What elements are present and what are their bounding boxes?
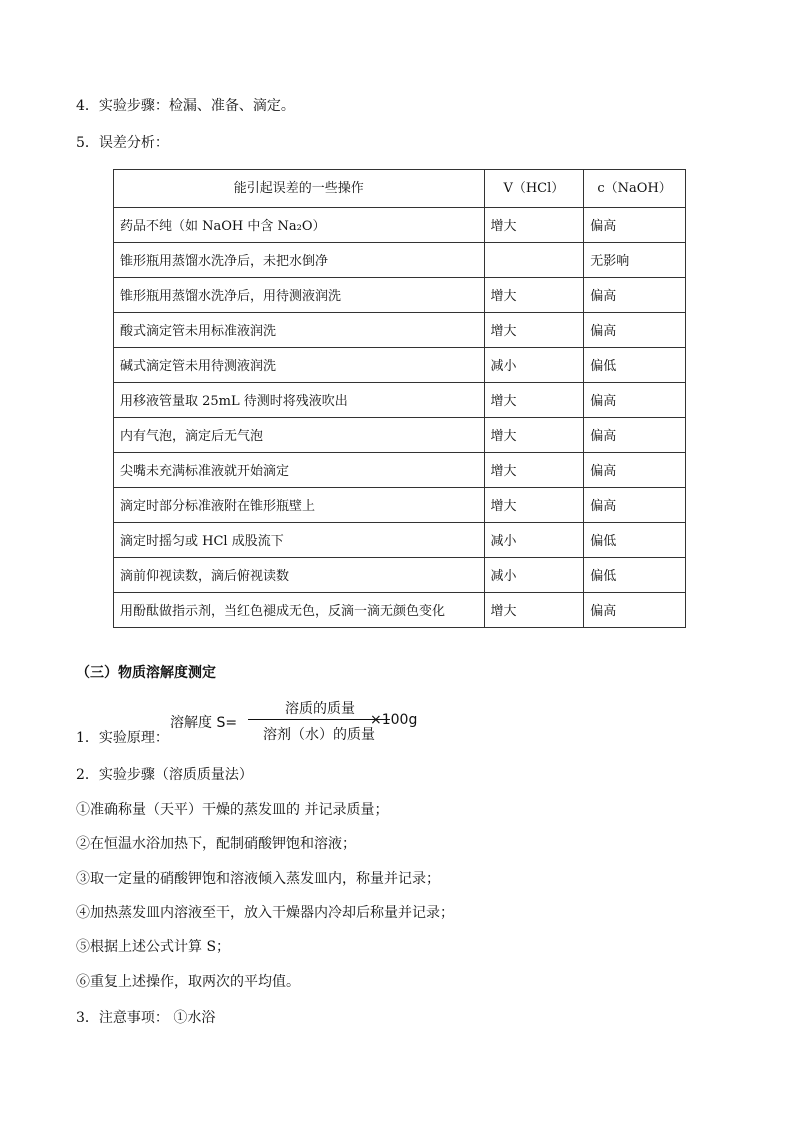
v-cell: 增大 <box>484 313 584 348</box>
procedure-step: ④加热蒸发皿内溶液至干，放入干燥器内冷却后称量并记录； <box>76 905 454 921</box>
v-cell: 增大 <box>484 488 584 523</box>
c-cell: 偏低 <box>584 558 686 593</box>
operation-cell: 锥形瓶用蒸馏水洗净后，用待测液润洗 <box>114 278 485 313</box>
table-row <box>114 278 686 313</box>
c-cell: 偏高 <box>584 278 686 313</box>
c-cell: 偏高 <box>584 488 686 523</box>
step-5-text: 5．误差分析： <box>76 135 169 151</box>
c-cell: 偏高 <box>584 383 686 418</box>
table-header-row <box>114 170 686 208</box>
header-v-hcl: V（HCl） <box>484 170 584 208</box>
table-row <box>114 418 686 453</box>
formula-denominator: 溶剂（水）的质量 <box>263 727 375 743</box>
procedure-step: ⑤根据上述公式计算 S； <box>76 939 231 955</box>
procedure-step: ②在恒温水浴加热下，配制硝酸钾饱和溶液； <box>76 836 356 852</box>
table-row <box>114 488 686 523</box>
table-row <box>114 313 686 348</box>
procedure-step: ③取一定量的硝酸钾饱和溶液倾入蒸发皿内，称量并记录； <box>76 871 440 887</box>
c-cell: 偏高 <box>584 593 686 628</box>
operation-cell: 滴前仰视读数，滴后俯视读数 <box>114 558 485 593</box>
table-row <box>114 348 686 383</box>
operation-cell: 碱式滴定管未用待测液润洗 <box>114 348 485 383</box>
v-cell: 增大 <box>484 453 584 488</box>
procedure-step: ⑥重复上述操作，取两次的平均值。 <box>76 974 300 990</box>
v-cell <box>484 243 584 278</box>
c-cell: 偏高 <box>584 208 686 243</box>
operation-cell: 药品不纯（如 NaOH 中含 Na₂O） <box>114 208 485 243</box>
step-4-text: 4．实验步骤：检漏、准备、滴定。 <box>76 98 295 114</box>
operation-cell: 酸式滴定管未用标准液润洗 <box>114 313 485 348</box>
operation-cell: 尖嘴未充满标准液就开始滴定 <box>114 453 485 488</box>
operation-cell: 用移液管量取 25mL 待测时将残液吹出 <box>114 383 485 418</box>
section-title: （三）物质溶解度测定 <box>76 665 216 681</box>
c-cell: 无影响 <box>584 243 686 278</box>
table-row <box>114 243 686 278</box>
v-cell: 增大 <box>484 208 584 243</box>
error-analysis-table <box>113 169 686 628</box>
c-cell: 偏高 <box>584 453 686 488</box>
operation-cell: 滴定时摇匀或 HCl 成股流下 <box>114 523 485 558</box>
v-cell: 增大 <box>484 418 584 453</box>
c-cell: 偏高 <box>584 418 686 453</box>
table-row <box>114 593 686 628</box>
header-operation: 能引起误差的一些操作 <box>114 170 485 208</box>
formula-multiplier: ×100g <box>370 712 418 728</box>
v-cell: 增大 <box>484 383 584 418</box>
v-cell: 减小 <box>484 558 584 593</box>
table-row <box>114 523 686 558</box>
operation-cell: 锥形瓶用蒸馏水洗净后，未把水倒净 <box>114 243 485 278</box>
operation-cell: 用酚酞做指示剂，当红色褪成无色，反滴一滴无颜色变化 <box>114 593 485 628</box>
operation-cell: 滴定时部分标准液附在锥形瓶壁上 <box>114 488 485 523</box>
table-row <box>114 383 686 418</box>
formula-lhs: 溶解度 S= <box>170 715 238 731</box>
v-cell: 减小 <box>484 523 584 558</box>
table-row <box>114 208 686 243</box>
v-cell: 增大 <box>484 593 584 628</box>
c-cell: 偏高 <box>584 313 686 348</box>
notes-text: 3．注意事项： ①水浴 <box>76 1010 216 1026</box>
c-cell: 偏低 <box>584 348 686 383</box>
v-cell: 增大 <box>484 278 584 313</box>
formula-numerator: 溶质的质量 <box>285 701 355 717</box>
v-cell: 减小 <box>484 348 584 383</box>
operation-cell: 内有气泡，滴定后无气泡 <box>114 418 485 453</box>
procedure-title: 2．实验步骤（溶质质量法） <box>76 767 253 783</box>
principle-label: 1．实验原理： <box>76 730 169 746</box>
table-row <box>114 558 686 593</box>
fraction-bar <box>248 719 390 720</box>
header-c-naoh: c（NaOH） <box>584 170 686 208</box>
table-row <box>114 453 686 488</box>
c-cell: 偏低 <box>584 523 686 558</box>
procedure-step: ①准确称量（天平）干燥的蒸发皿的 并记录质量； <box>76 802 389 818</box>
